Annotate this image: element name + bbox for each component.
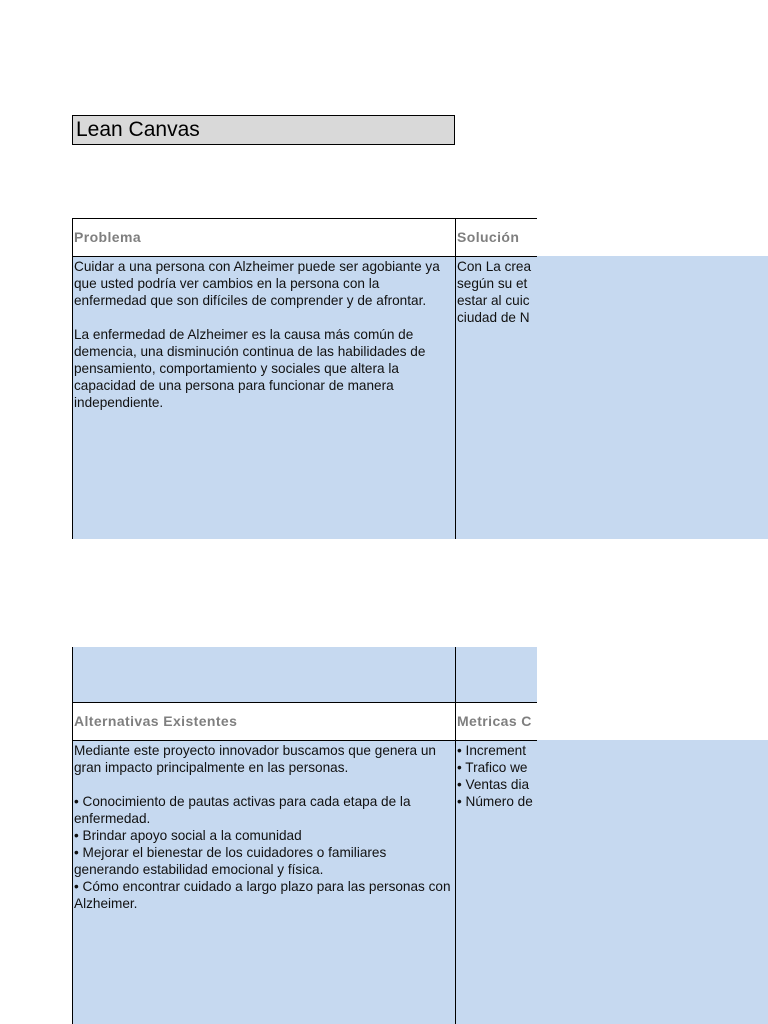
- metrics-overflow-fill: [537, 740, 768, 1024]
- solution-overflow-fill: [537, 256, 768, 539]
- grid-line: [72, 647, 73, 1024]
- solution-text: Con La crea según su et estar al cuic ciudad de N: [455, 257, 537, 539]
- page-title: Lean Canvas: [72, 115, 455, 145]
- solution-header: Solución: [455, 219, 537, 256]
- alternatives-text: Mediante este proyecto innovador buscamos que genera un gran impacto principalmente en las personas. • Conocimiento de pautas activas para cada etapa de la enfermedad. • Brindar apoyo social a la comunidad • Mejorar el bienestar de los cuidadores o familiares generando estabilidad emocional y física. • Cómo encontrar cuidado a largo plazo para las personas con Alzheimer.: [72, 741, 456, 1024]
- grid-line: [455, 647, 456, 1024]
- problem-text: Cuidar a una persona con Alzheimer puede ser agobiante ya que usted podría ver cambios en la persona con la enfermedad que son difíciles de comprender y de afrontar. La enfermedad de Alzheimer es la causa más común de demencia, una disminución continua de las habilidades de pensamiento, comportamiento y sociales que altera la capacidad de una persona para funcionar de manera independiente.: [72, 257, 456, 539]
- metrics-header: Metricas C: [455, 703, 537, 740]
- empty-row-fill: [73, 647, 537, 702]
- grid-line: [72, 218, 73, 539]
- grid-line: [72, 256, 537, 257]
- grid-line: [72, 702, 537, 703]
- grid-line: [72, 218, 537, 219]
- alternatives-header: Alternativas Existentes: [72, 703, 455, 740]
- metrics-text: • Increment • Trafico we • Ventas dia • Número de: [455, 741, 537, 1024]
- grid-line: [72, 740, 537, 741]
- grid-line: [455, 218, 456, 539]
- problem-header: Problema: [72, 219, 455, 256]
